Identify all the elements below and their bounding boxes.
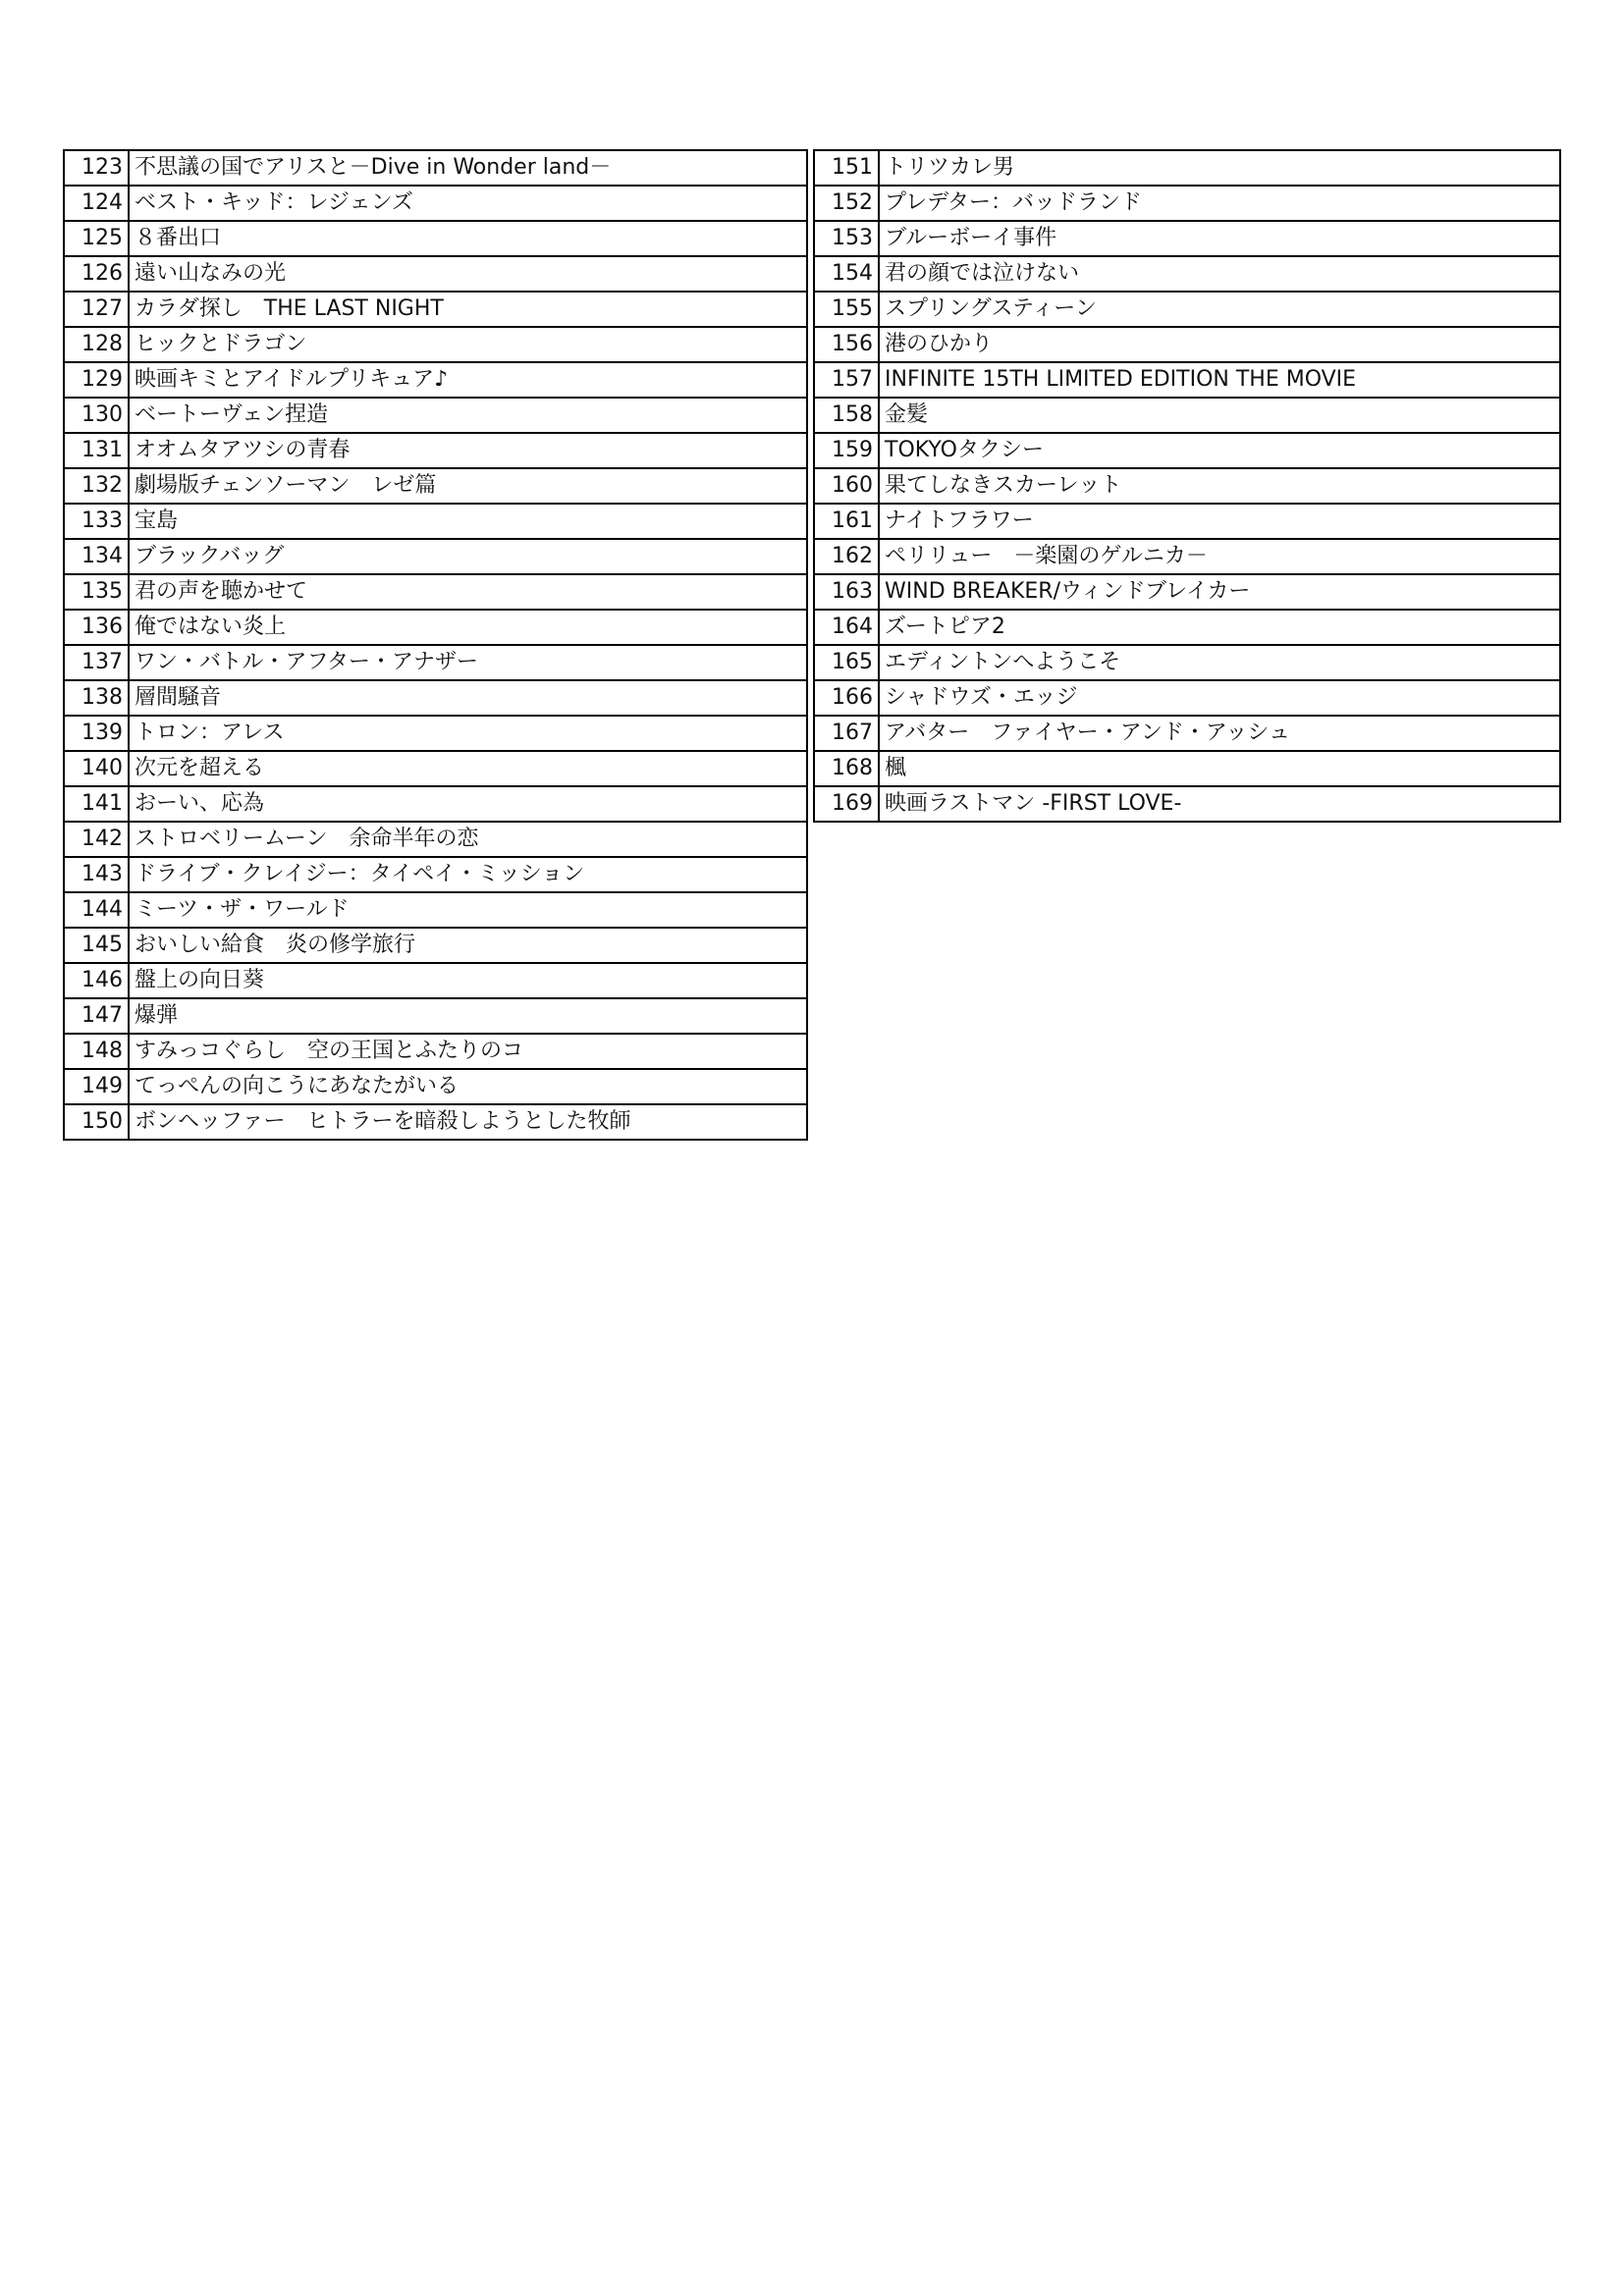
entry-number: 143 [64,857,129,892]
film-title: シャドウズ・エッジ [879,680,1560,716]
film-title: 俺ではない炎上 [129,610,807,645]
entry-number: 132 [64,468,129,504]
entry-number: 148 [64,1034,129,1069]
entry-number: 133 [64,504,129,539]
table-row [814,751,1560,786]
table-row [64,892,807,928]
film-title: 不思議の国でアリスと－Dive in Wonder land－ [129,150,807,186]
table-row [64,504,807,539]
table-row [814,680,1560,716]
table-row [814,574,1560,610]
table-row [814,292,1560,327]
film-title: TOKYOタクシー [879,433,1560,468]
film-title: 遠い山なみの光 [129,256,807,292]
film-title: オオムタアツシの青春 [129,433,807,468]
film-title: ベートーヴェン捏造 [129,398,807,433]
table-row [814,398,1560,433]
table-row [64,645,807,680]
table-row [814,504,1560,539]
entry-number: 130 [64,398,129,433]
table-row [64,786,807,822]
film-title: 次元を超える [129,751,807,786]
film-title: 劇場版チェンソーマン レゼ篇 [129,468,807,504]
entry-number: 131 [64,433,129,468]
table-row [64,433,807,468]
film-title: 果てしなきスカーレット [879,468,1560,504]
table-row [814,433,1560,468]
entry-number: 151 [814,150,879,186]
entry-number: 163 [814,574,879,610]
entry-number: 141 [64,786,129,822]
film-title: おーい、応為 [129,786,807,822]
film-title: 君の声を聴かせて [129,574,807,610]
entry-number: 166 [814,680,879,716]
entry-number: 164 [814,610,879,645]
table-row [64,928,807,963]
film-title: ナイトフラワー [879,504,1560,539]
entry-number: 160 [814,468,879,504]
film-title: ストロベリームーン 余命半年の恋 [129,822,807,857]
film-title: エディントンへようこそ [879,645,1560,680]
table-row [64,963,807,998]
entry-number: 161 [814,504,879,539]
entry-number: 158 [814,398,879,433]
entry-number: 124 [64,186,129,221]
table-row [64,574,807,610]
film-title: すみっコぐらし 空の王国とふたりのコ [129,1034,807,1069]
film-title: アバター ファイヤー・アンド・アッシュ [879,716,1560,751]
film-title: 金髪 [879,398,1560,433]
table-row [64,857,807,892]
entry-number: 137 [64,645,129,680]
film-title: ズートピア2 [879,610,1560,645]
film-title: ミーツ・ザ・ワールド [129,892,807,928]
entry-number: 169 [814,786,879,822]
entry-number: 168 [814,751,879,786]
entry-number: 154 [814,256,879,292]
film-title: 君の顔では泣けない [879,256,1560,292]
table-row [64,1034,807,1069]
entry-number: 139 [64,716,129,751]
table-row [64,539,807,574]
entry-number: 159 [814,433,879,468]
entry-number: 152 [814,186,879,221]
film-title: ボンヘッファー ヒトラーを暗殺しようとした牧師 [129,1104,807,1140]
table-row [64,751,807,786]
entry-number: 157 [814,362,879,398]
entry-number: 134 [64,539,129,574]
entry-number: 125 [64,221,129,256]
film-title: ペリリュー －楽園のゲルニカ－ [879,539,1560,574]
table-row [814,610,1560,645]
entry-number: 156 [814,327,879,362]
film-title: ワン・バトル・アフター・アナザー [129,645,807,680]
table-row [64,362,807,398]
table-row [814,716,1560,751]
film-title: スプリングスティーン [879,292,1560,327]
film-title: カラダ探し THE LAST NIGHT [129,292,807,327]
entry-number: 144 [64,892,129,928]
film-title: プレデター：バッドランド [879,186,1560,221]
entry-number: 123 [64,150,129,186]
film-title: 宝島 [129,504,807,539]
film-title: 映画キミとアイドルプリキュア♪ [129,362,807,398]
table-row [64,716,807,751]
film-title: ８番出口 [129,221,807,256]
table-row [64,150,807,186]
table-row [64,186,807,221]
film-title: ブラックバッグ [129,539,807,574]
table-row [814,327,1560,362]
table-row [814,256,1560,292]
entry-number: 149 [64,1069,129,1104]
table-row [814,221,1560,256]
film-title: 港のひかり [879,327,1560,362]
entry-number: 153 [814,221,879,256]
film-title: ベスト・キッド：レジェンズ [129,186,807,221]
table-row [814,539,1560,574]
table-row [814,362,1560,398]
entry-number: 146 [64,963,129,998]
table-row [64,1104,807,1140]
table-row [64,327,807,362]
table-row [64,468,807,504]
table-row [64,610,807,645]
film-title: 爆弾 [129,998,807,1034]
entry-number: 126 [64,256,129,292]
entry-number: 150 [64,1104,129,1140]
entry-number: 147 [64,998,129,1034]
entry-number: 162 [814,539,879,574]
table-row [64,998,807,1034]
entry-number: 138 [64,680,129,716]
table-row [64,292,807,327]
film-list-left-body [64,150,807,1140]
film-title: トロン：アレス [129,716,807,751]
film-list-right [813,149,1561,823]
table-row [814,645,1560,680]
film-title: ブルーボーイ事件 [879,221,1560,256]
film-title: INFINITE 15TH LIMITED EDITION THE MOVIE [879,362,1560,398]
entry-number: 145 [64,928,129,963]
table-row [814,150,1560,186]
film-title: 層間騒音 [129,680,807,716]
film-list-right-body [814,150,1560,822]
film-title: WIND BREAKER/ウィンドブレイカー [879,574,1560,610]
table-row [64,1069,807,1104]
table-row [814,468,1560,504]
entry-number: 142 [64,822,129,857]
entry-number: 129 [64,362,129,398]
entry-number: 155 [814,292,879,327]
film-title: トリツカレ男 [879,150,1560,186]
table-row [64,256,807,292]
entry-number: 136 [64,610,129,645]
entry-number: 128 [64,327,129,362]
table-row [64,822,807,857]
entry-number: 135 [64,574,129,610]
film-title: 盤上の向日葵 [129,963,807,998]
film-title: ヒックとドラゴン [129,327,807,362]
table-row [64,680,807,716]
film-title: おいしい給食 炎の修学旅行 [129,928,807,963]
entry-number: 165 [814,645,879,680]
table-row [814,186,1560,221]
entry-number: 127 [64,292,129,327]
table-row [814,786,1560,822]
table-row [64,398,807,433]
film-title: ドライブ・クレイジー：タイペイ・ミッション [129,857,807,892]
entry-number: 167 [814,716,879,751]
film-title: てっぺんの向こうにあなたがいる [129,1069,807,1104]
film-title: 楓 [879,751,1560,786]
film-title: 映画ラストマン -FIRST LOVE- [879,786,1560,822]
entry-number: 140 [64,751,129,786]
film-list-left [63,149,808,1141]
table-row [64,221,807,256]
